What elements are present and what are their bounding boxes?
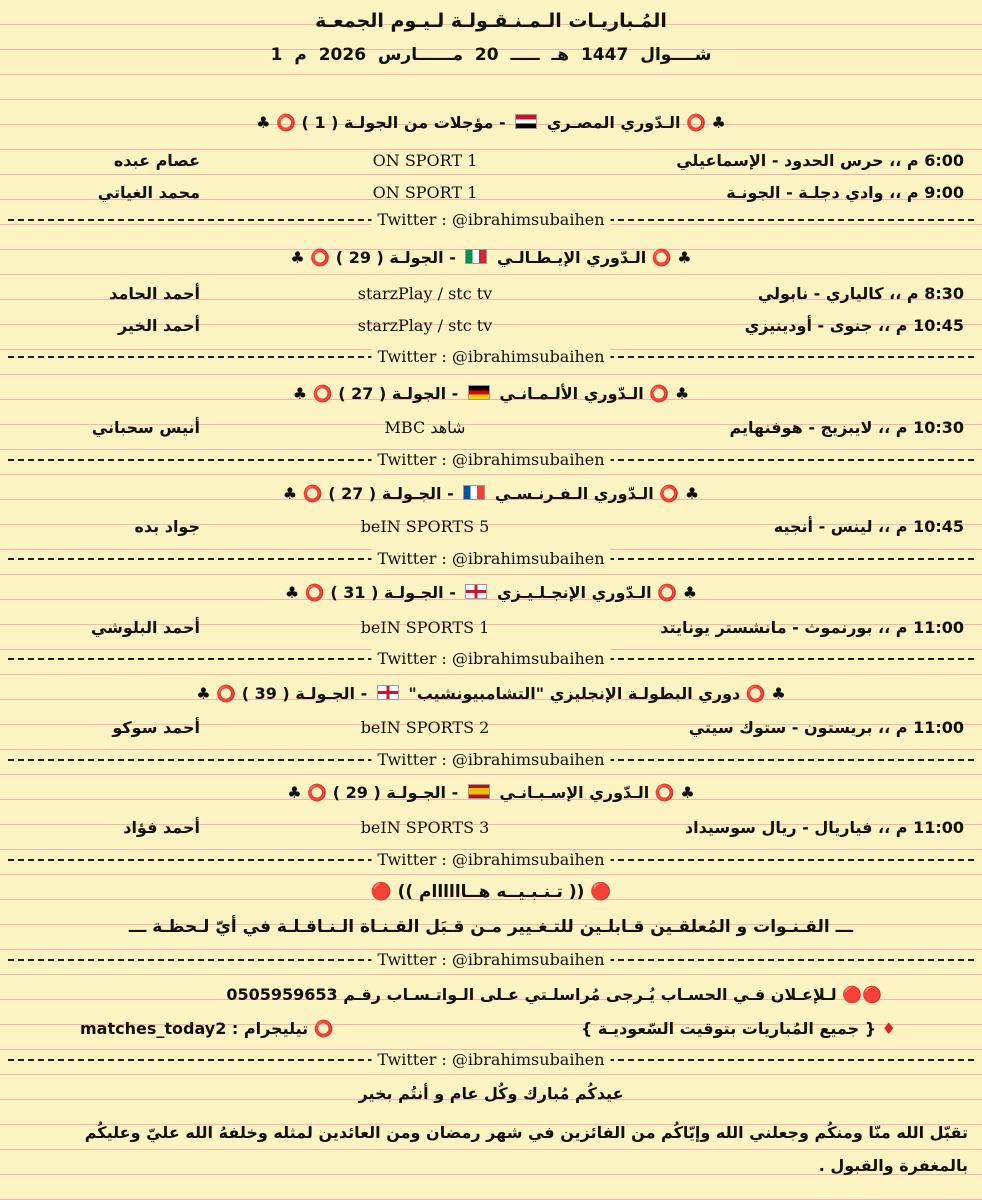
league-header-italy: ♣ ⭕ الـدّوري الإيـطـالـي - الجولـة ( 29 ) ⭕ ♣ [290,248,692,267]
match-channel: starzPlay / stc tv [357,316,493,335]
twitter-separator [8,450,974,470]
match-channel: starzPlay / stc tv [357,284,493,303]
club-suit-icon: ♣ [711,113,726,132]
germany-flag-icon [468,385,490,400]
match-channel: beIN SPORTS 3 [360,818,490,837]
match-commentator: أنيس سحباني [91,418,200,437]
league-name: الـدّوري الإنجـلـيـزي [497,583,652,602]
club-suit-icon: ♣ [680,783,695,802]
league-name: الـدّوري الإسـبـانـي [499,783,650,802]
red-circle-icon: 🔴 [842,985,863,1004]
red-ring-icon: ⭕ [651,248,672,267]
prayer-text: تقبّل الله منّا ومنكُم وجعلني الله وإيّاكُم من الفائزين في شهر رمضان ومن العائدين لمثله وخلفهُ الله عليّ وعليكُم بالمغفرة والقبول . [84,1123,968,1175]
league-header-germany: ♣ ⭕ الـدّوري الألـمـانـي - الجولـة ( 27 ) ⭕ ♣ [292,384,690,403]
league-round: الجـولـة ( 39 ) [241,684,356,703]
match-fixture: 6:00 م ،، حرس الحدود - الإسماعيلي [676,151,964,170]
league-round: الجولـة ( 29 ) [335,248,444,267]
twitter-separator [8,210,974,230]
match-fixture: 10:45 م ،، لينس - أنجيه [773,517,964,536]
club-suit-icon: ♣ [684,484,700,503]
telegram-text: تيليجرام : matches_today2 [80,1019,309,1038]
match-channel: MBC شاهد [384,418,466,437]
twitter-separator [8,649,974,669]
match-commentator: أحمد الخير [117,316,200,335]
league-name: دوري البطولـة الإنجليزي "التشامبيونشيب" [408,684,741,703]
red-ring-icon: ⭕ [654,783,675,802]
red-ring-icon: ⭕ [659,484,680,503]
red-ring-icon: ⭕ [276,113,296,132]
saudi-time-text: { جميع المُباريات بتوقيت السّعوديـة } [580,1019,877,1038]
changes-notice: ـــ القـنـوات و المُعلقـين قـابلـين للتـغـيير مـن قـبَل القـنـاة الـنـاقـلـة في أيّ لـحظـة ـــ [128,917,854,937]
league-round: الجـولـة ( 31 ) [330,583,444,602]
club-suit-icon: ♣ [284,583,300,602]
match-fixture: 11:00 م ،، بورنموث - مانشستر يونايتد [660,618,964,637]
match-commentator: أحمد الحامد [109,284,200,303]
date-line: 1 شــــوال 1447 هـ ـــــ 20 مــــــارس 2026 م [270,45,712,65]
match-fixture: 8:30 م ،، كالياري - نابولي [757,284,964,303]
league-header-egypt: ♣ ⭕ الـدّوري المصـري - مؤجلات من الجولـة ( 1 ) ⭕ ♣ [256,113,726,132]
club-suit-icon: ♣ [677,248,692,267]
club-suit-icon: ♣ [674,384,690,403]
twitter-separator [8,850,974,870]
red-ring-icon: ⭕ [657,583,678,602]
league-name: الـدّوري المصـري [546,113,681,132]
red-ring-icon: ⭕ [304,583,325,602]
telegram-note [80,1019,334,1038]
england-flag-icon [465,584,487,599]
club-suit-icon: ♣ [292,384,308,403]
red-ring-icon: ⭕ [313,1019,334,1038]
twitter-separator [8,750,974,770]
twitter-handle: Twitter : @ibrahimsubaihen [371,1050,610,1070]
league-round: الجـولـة ( 27 ) [328,484,442,503]
club-suit-icon: ♣ [256,113,271,132]
twitter-handle: Twitter : @ibrahimsubaihen [371,450,610,470]
league-header-championship: ♣ ⭕ دوري البطولـة الإنجليزي "التشامبيونشيب" - الجـولـة ( 39 ) ⭕ ♣ [196,684,786,703]
red-circle-icon: 🔴 [862,985,882,1004]
league-name: الـدّوري الألـمـانـي [499,384,644,403]
france-flag-icon [463,485,485,500]
twitter-separator [8,347,974,367]
league-round: مؤجلات من الجولـة ( 1 ) [301,113,494,132]
twitter-handle: Twitter : @ibrahimsubaihen [371,850,610,870]
twitter-handle: Twitter : @ibrahimsubaihen [371,347,610,367]
italy-flag-icon [465,249,487,264]
match-channel: ON SPORT 1 [372,183,478,202]
club-suit-icon: ♣ [682,583,698,602]
match-commentator: أحمد فؤاد [123,818,200,837]
match-commentator: أحمد البلوشي [90,618,200,637]
match-commentator: محمد الغياتي [97,183,200,202]
alert-text: (( تـنـبـيــه هــاااااام )) [397,882,585,902]
club-suit-icon: ♣ [282,484,298,503]
league-header-england: ♣ ⭕ الـدّوري الإنجـلـيـزي - الجـولـة ( 31 ) ⭕ ♣ [284,583,698,602]
league-header-france: ♣ ⭕ الـدّوري الـفـرنـسـي - الجـولـة ( 27 ) ⭕ ♣ [282,484,700,503]
page-title: المُـباريـات الـمـنـقـولـة لـيـوم الجمعـة [315,10,667,32]
diamond-icon: ♦ [881,1019,896,1038]
twitter-handle: Twitter : @ibrahimsubaihen [371,649,610,669]
twitter-handle: Twitter : @ibrahimsubaihen [371,549,610,569]
match-fixture: 10:45 م ،، جنوى - أودينيزي [744,316,964,335]
red-ring-icon: ⭕ [307,783,328,802]
match-commentator: جواد بده [134,517,200,536]
red-circle-icon: 🔴 [370,882,392,902]
twitter-separator [8,549,974,569]
club-suit-icon: ♣ [287,783,302,802]
egypt-flag-icon [515,114,537,129]
ads-notice [226,985,882,1004]
match-fixture: 10:30 م ،، لايبزيج - هوفنهايم [729,418,964,437]
match-channel: beIN SPORTS 5 [360,517,490,536]
red-circle-icon: 🔴 [590,882,612,902]
match-channel: beIN SPORTS 1 [360,618,490,637]
red-ring-icon: ⭕ [310,248,331,267]
eid-greeting: عيدكُم مُبارك وكُل عام و أنتُم بخير [358,1084,624,1103]
league-header-spain: ♣ ⭕ الـدّوري الإسـبـانـي - الجـولـة ( 29 ) ⭕ ♣ [287,783,695,802]
league-round: الجولـة ( 27 ) [338,384,447,403]
alert-notice [0,882,982,902]
match-fixture: 11:00 م ،، بريستون - ستوك سيتي [688,718,964,737]
match-commentator: أحمد سوكو [112,718,200,737]
league-name: الـدّوري الإيـطـالـي [497,248,647,267]
spain-flag-icon [468,784,490,799]
red-ring-icon: ⭕ [312,384,333,403]
ads-text: لـلإعـلان فـي الحسـاب يُـرجى مُراسلـتي عـلى الـواتـسـاب رقـم 0505959653 [226,985,837,1004]
match-fixture: 9:00 م ،، وادي دجلـة - الجونـة [726,183,964,202]
red-ring-icon: ⭕ [686,113,706,132]
red-ring-icon: ⭕ [302,484,323,503]
match-commentator: عصام عبده [113,151,200,170]
league-round: الجـولـة ( 29 ) [332,783,447,802]
club-suit-icon: ♣ [196,684,211,703]
match-fixture: 11:00 م ،، فياريال - ريال سوسيداد [684,818,964,837]
twitter-handle: Twitter : @ibrahimsubaihen [371,210,610,230]
red-ring-icon: ⭕ [745,684,766,703]
twitter-separator [8,950,974,970]
twitter-separator [8,1050,974,1070]
club-suit-icon: ♣ [290,248,305,267]
saudi-time-note [581,1019,896,1038]
red-ring-icon: ⭕ [649,384,670,403]
red-ring-icon: ⭕ [216,684,237,703]
england-flag-icon [377,685,399,700]
match-channel: ON SPORT 1 [372,151,478,170]
club-suit-icon: ♣ [771,684,786,703]
match-channel: beIN SPORTS 2 [360,718,490,737]
league-name: الـدّوري الـفـرنـسـي [494,484,654,503]
twitter-handle: Twitter : @ibrahimsubaihen [371,950,610,970]
twitter-handle: Twitter : @ibrahimsubaihen [371,750,610,770]
